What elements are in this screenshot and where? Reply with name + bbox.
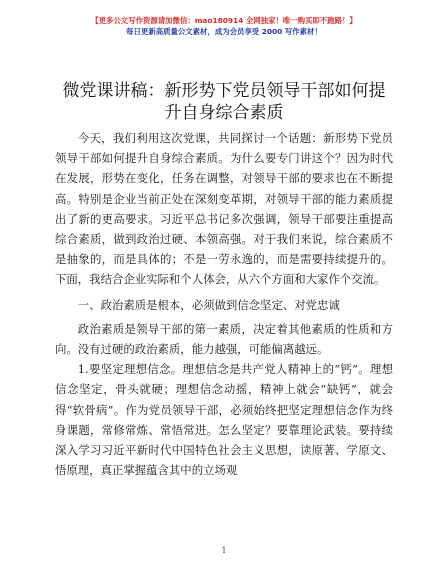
section-heading: 一、政治素质是根本，必须做到信念坚定、对党忠诚 [77, 297, 340, 312]
document-title: 微党课讲稿：新形势下党员领导干部如何提升自身综合素质 [62, 81, 386, 123]
promo-banner-line-2: 每日更新高质量公文素材，成为会员享受 2000 写作素材！ [126, 27, 322, 36]
body-paragraph: 政治素质是领导干部的第一素质，决定着其他素质的性质和方向。没有过硬的政治素质，能力越强，可能偏离越远。 [55, 321, 393, 357]
intro-paragraph: 今天，我们利用这次党课，共同探讨一个话题：新形势下党员领导干部如何提升自身综合素质。为什么要专门讲这个？因为时代在发展，形势在变化，任务在调整，对领导干部的要求也在不断提高。特别是企业当前正处在深刻变革期，对领导干部的能力素质提出了新的更高要求。习近平总书记多次强调，领导干部要注重提高综合素质，做到政治过硬、本领高强。对于我们来说，综合素质不是抽象的，而是具体的；不是一劳永逸的，而是需要持续提升的。下面，我结合企业实际和个人体会，从六个方面和大家作个交流。 [55, 131, 393, 287]
promo-banner-line-1: 【更多公文写作资源请加微信：mao180914 全网独家！唯一购买即不跑路！】 [91, 16, 357, 25]
body-paragraph: 1.要坚定理想信念。理想信念是共产党人精神上的“钙”。理想信念坚定，骨头就硬；理想信念动摇，精神上就会“缺钙”，就会得“软骨病”。作为党员领导干部，必须始终把坚定理想信念作为终身课题，常修常炼、常悟常进。怎么坚定？要靠理论武装。要持续深入学习习近平新时代中国特色社会主义思想，读原著、学原文、悟原理，真正掌握蕴含其中的立场观 [55, 362, 393, 478]
page-number: 1 [221, 546, 227, 555]
document-body [55, 128, 393, 480]
